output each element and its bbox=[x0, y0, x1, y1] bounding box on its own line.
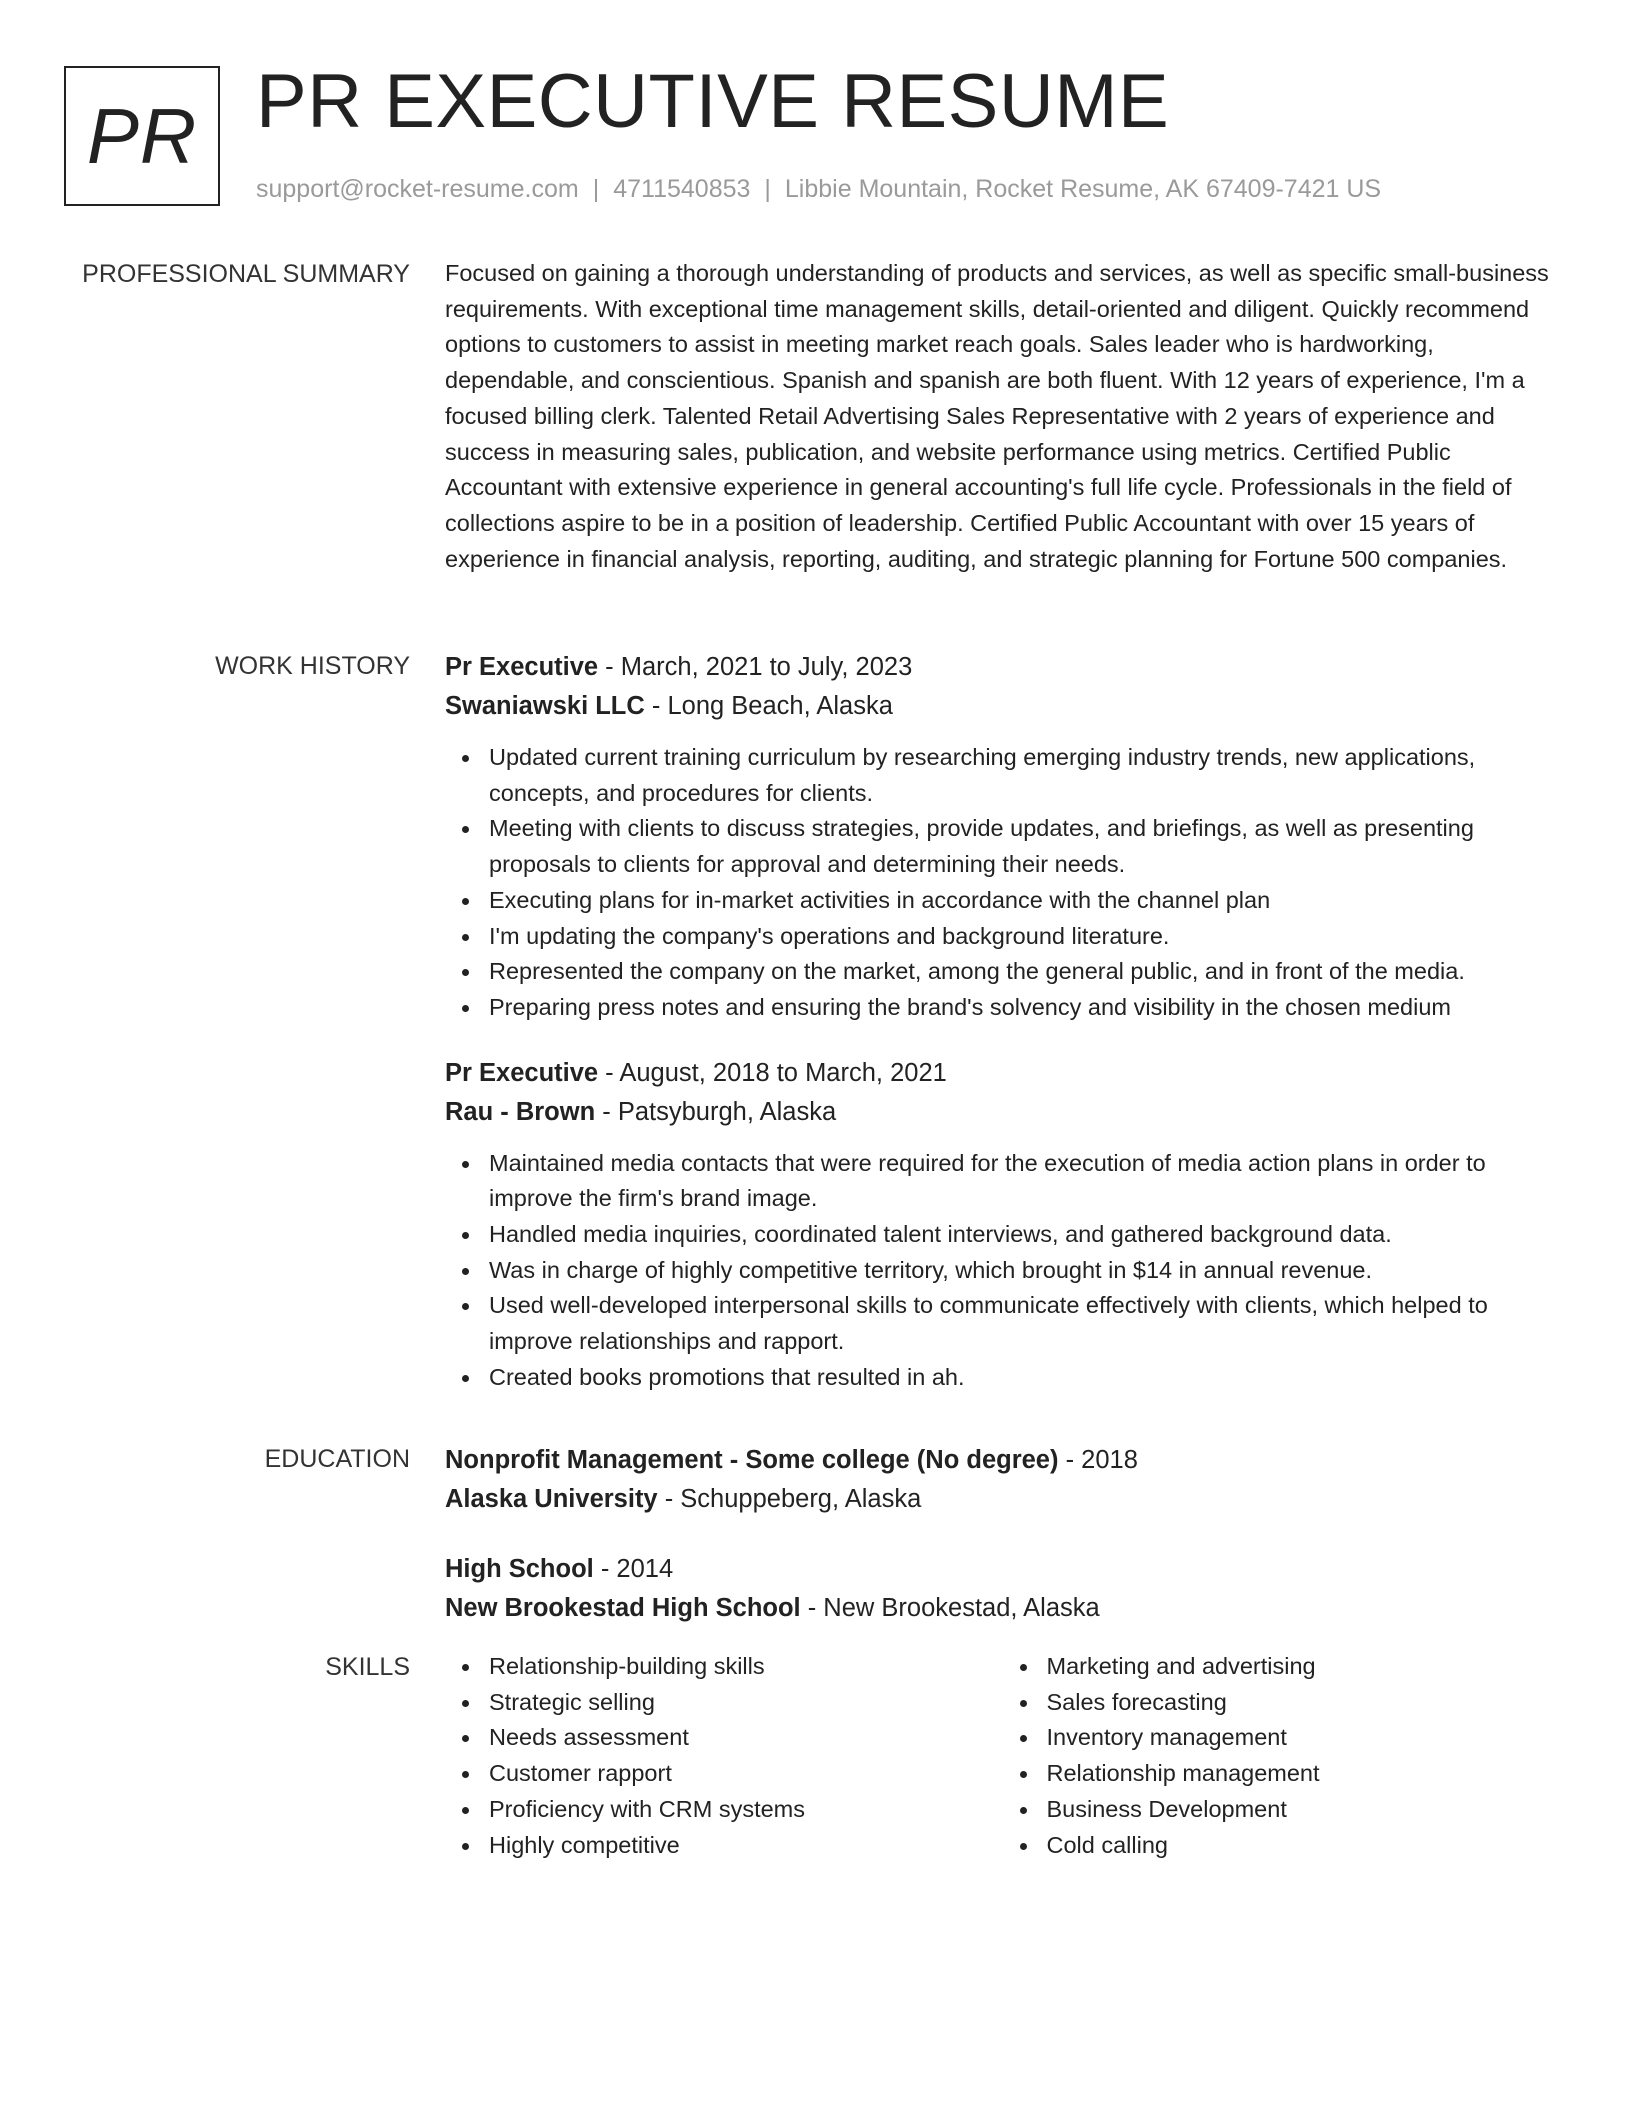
education-location: - Schuppeberg, Alaska bbox=[657, 1485, 922, 1513]
job-bullet: Created books promotions that resulted in ah. bbox=[489, 1360, 1560, 1396]
job-bullet: Executing plans for in-market activities in accordance with the channel plan bbox=[489, 883, 1560, 919]
contact-separator: | bbox=[764, 175, 771, 203]
contact-line bbox=[256, 172, 1381, 206]
skills-body bbox=[445, 1649, 1560, 1863]
job-bullet: Updated current training curriculum by researching emerging industry trends, new applications, concepts, and procedures for clients. bbox=[489, 740, 1560, 811]
job-company: Rau - Brown bbox=[445, 1097, 596, 1126]
skill-item: Customer rapport bbox=[489, 1756, 1003, 1792]
skill-item: Proficiency with CRM systems bbox=[489, 1792, 1003, 1828]
section-title-summary: PROFESSIONAL SUMMARY bbox=[82, 260, 410, 288]
skill-item: Inventory management bbox=[1047, 1720, 1561, 1756]
job-dates: - March, 2021 to July, 2023 bbox=[598, 653, 913, 681]
education-school-line bbox=[445, 1589, 1560, 1628]
section-title-education: EDUCATION bbox=[264, 1445, 410, 1473]
monogram-box bbox=[64, 66, 220, 206]
skill-item: Sales forecasting bbox=[1047, 1685, 1561, 1721]
skill-item: Cold calling bbox=[1047, 1828, 1561, 1864]
skill-item: Relationship-building skills bbox=[489, 1649, 1003, 1685]
job-company-line bbox=[445, 687, 1560, 726]
education-location: - New Brookestad, Alaska bbox=[800, 1594, 1100, 1622]
education-degree-line bbox=[445, 1550, 1560, 1589]
education-school: Alaska University bbox=[445, 1485, 658, 1513]
skill-item: Relationship management bbox=[1047, 1756, 1561, 1792]
job-bullet: Was in charge of highly competitive territory, which brought in $14 in annual revenue. bbox=[489, 1253, 1560, 1289]
monogram-initials: PR bbox=[86, 92, 198, 180]
job-bullet: I'm updating the company's operations and background literature. bbox=[489, 919, 1560, 955]
skills-columns bbox=[445, 1649, 1560, 1863]
contact-address: Libbie Mountain, Rocket Resume, AK 67409-7421 US bbox=[784, 175, 1382, 203]
job-bullet: Preparing press notes and ensuring the brand's solvency and visibility in the chosen medium bbox=[489, 990, 1560, 1026]
job-bullet: Used well-developed interpersonal skills to communicate effectively with clients, which helped to improve relationships and rapport. bbox=[489, 1288, 1560, 1359]
education-year: - 2014 bbox=[593, 1555, 674, 1583]
work-history-body bbox=[445, 648, 1560, 1396]
contact-phone[interactable]: 4711540853 bbox=[613, 175, 751, 203]
job-company-line bbox=[445, 1093, 1560, 1132]
education-school: New Brookestad High School bbox=[445, 1594, 801, 1622]
contact-separator: | bbox=[592, 175, 600, 203]
summary-text: Focused on gaining a thorough understanding of products and services, as well as specific small-business requirements. With exceptional time management skills, detail-oriented and diligent. Quickly recommend options to customers to assist in meeting market reach goals. Sales leader who is hardworking, dependable, and conscientious. Spanish and spanish are both fluent. With 12 years of experience, I'm a focused billing clerk. Talented Retail Advertising Sales Representative with 2 years of experience and success in measuring sales, publication, and website performance using metrics. Certified Public Accountant with extensive experience in general accounting's full life cycle. Professionals in the field of collections aspire to be in a position of leadership. Certified Public Accountant with over 15 years of experience in financial analysis, reporting, auditing, and strategic planning for Fortune 500 companies. bbox=[445, 260, 1549, 572]
education-year: - 2018 bbox=[1058, 1446, 1138, 1474]
education-degree: Nonprofit Management - Some college (No degree) bbox=[445, 1446, 1059, 1474]
job-role: Pr Executive bbox=[445, 653, 599, 681]
job-location: - Patsyburgh, Alaska bbox=[595, 1097, 837, 1126]
job-title-line bbox=[445, 1054, 1560, 1093]
skill-item: Business Development bbox=[1047, 1792, 1561, 1828]
skill-item: Needs assessment bbox=[489, 1720, 1003, 1756]
education-entry bbox=[445, 1441, 1560, 1519]
job-bullet: Meeting with clients to discuss strategies, provide updates, and briefings, as well as presenting proposals to clients for approval and determining their needs. bbox=[489, 811, 1560, 882]
skills-list-left bbox=[445, 1649, 1003, 1863]
summary-body bbox=[445, 256, 1560, 577]
job-dates: - August, 2018 to March, 2021 bbox=[598, 1058, 947, 1087]
resume-title: PR EXECUTIVE RESUME bbox=[256, 59, 1170, 144]
education-body bbox=[445, 1441, 1560, 1628]
job-bullet: Represented the company on the market, among the general public, and in front of the media. bbox=[489, 954, 1560, 990]
job-entry bbox=[445, 648, 1560, 1026]
job-bullets bbox=[445, 740, 1560, 1026]
job-bullets bbox=[445, 1146, 1560, 1396]
contact-email[interactable]: support@rocket-resume.com bbox=[256, 175, 579, 203]
education-degree: High School bbox=[445, 1555, 594, 1583]
skill-item: Marketing and advertising bbox=[1047, 1649, 1561, 1685]
section-title-skills: SKILLS bbox=[325, 1653, 410, 1681]
job-entry bbox=[445, 1054, 1560, 1396]
job-bullet: Maintained media contacts that were required for the execution of media action plans in order to improve the firm's brand image. bbox=[489, 1146, 1560, 1217]
education-entry bbox=[445, 1550, 1560, 1628]
job-company: Swaniawski LLC bbox=[445, 692, 645, 720]
skills-list-right bbox=[1003, 1649, 1561, 1863]
skill-item: Strategic selling bbox=[489, 1685, 1003, 1721]
education-school-line bbox=[445, 1480, 1560, 1519]
skill-item: Highly competitive bbox=[489, 1828, 1003, 1864]
job-location: - Long Beach, Alaska bbox=[644, 692, 893, 720]
job-role: Pr Executive bbox=[445, 1058, 599, 1087]
section-title-work-history: WORK HISTORY bbox=[215, 652, 410, 680]
job-bullet: Handled media inquiries, coordinated talent interviews, and gathered background data. bbox=[489, 1217, 1560, 1253]
job-title-line bbox=[445, 648, 1560, 687]
education-degree-line bbox=[445, 1441, 1560, 1480]
